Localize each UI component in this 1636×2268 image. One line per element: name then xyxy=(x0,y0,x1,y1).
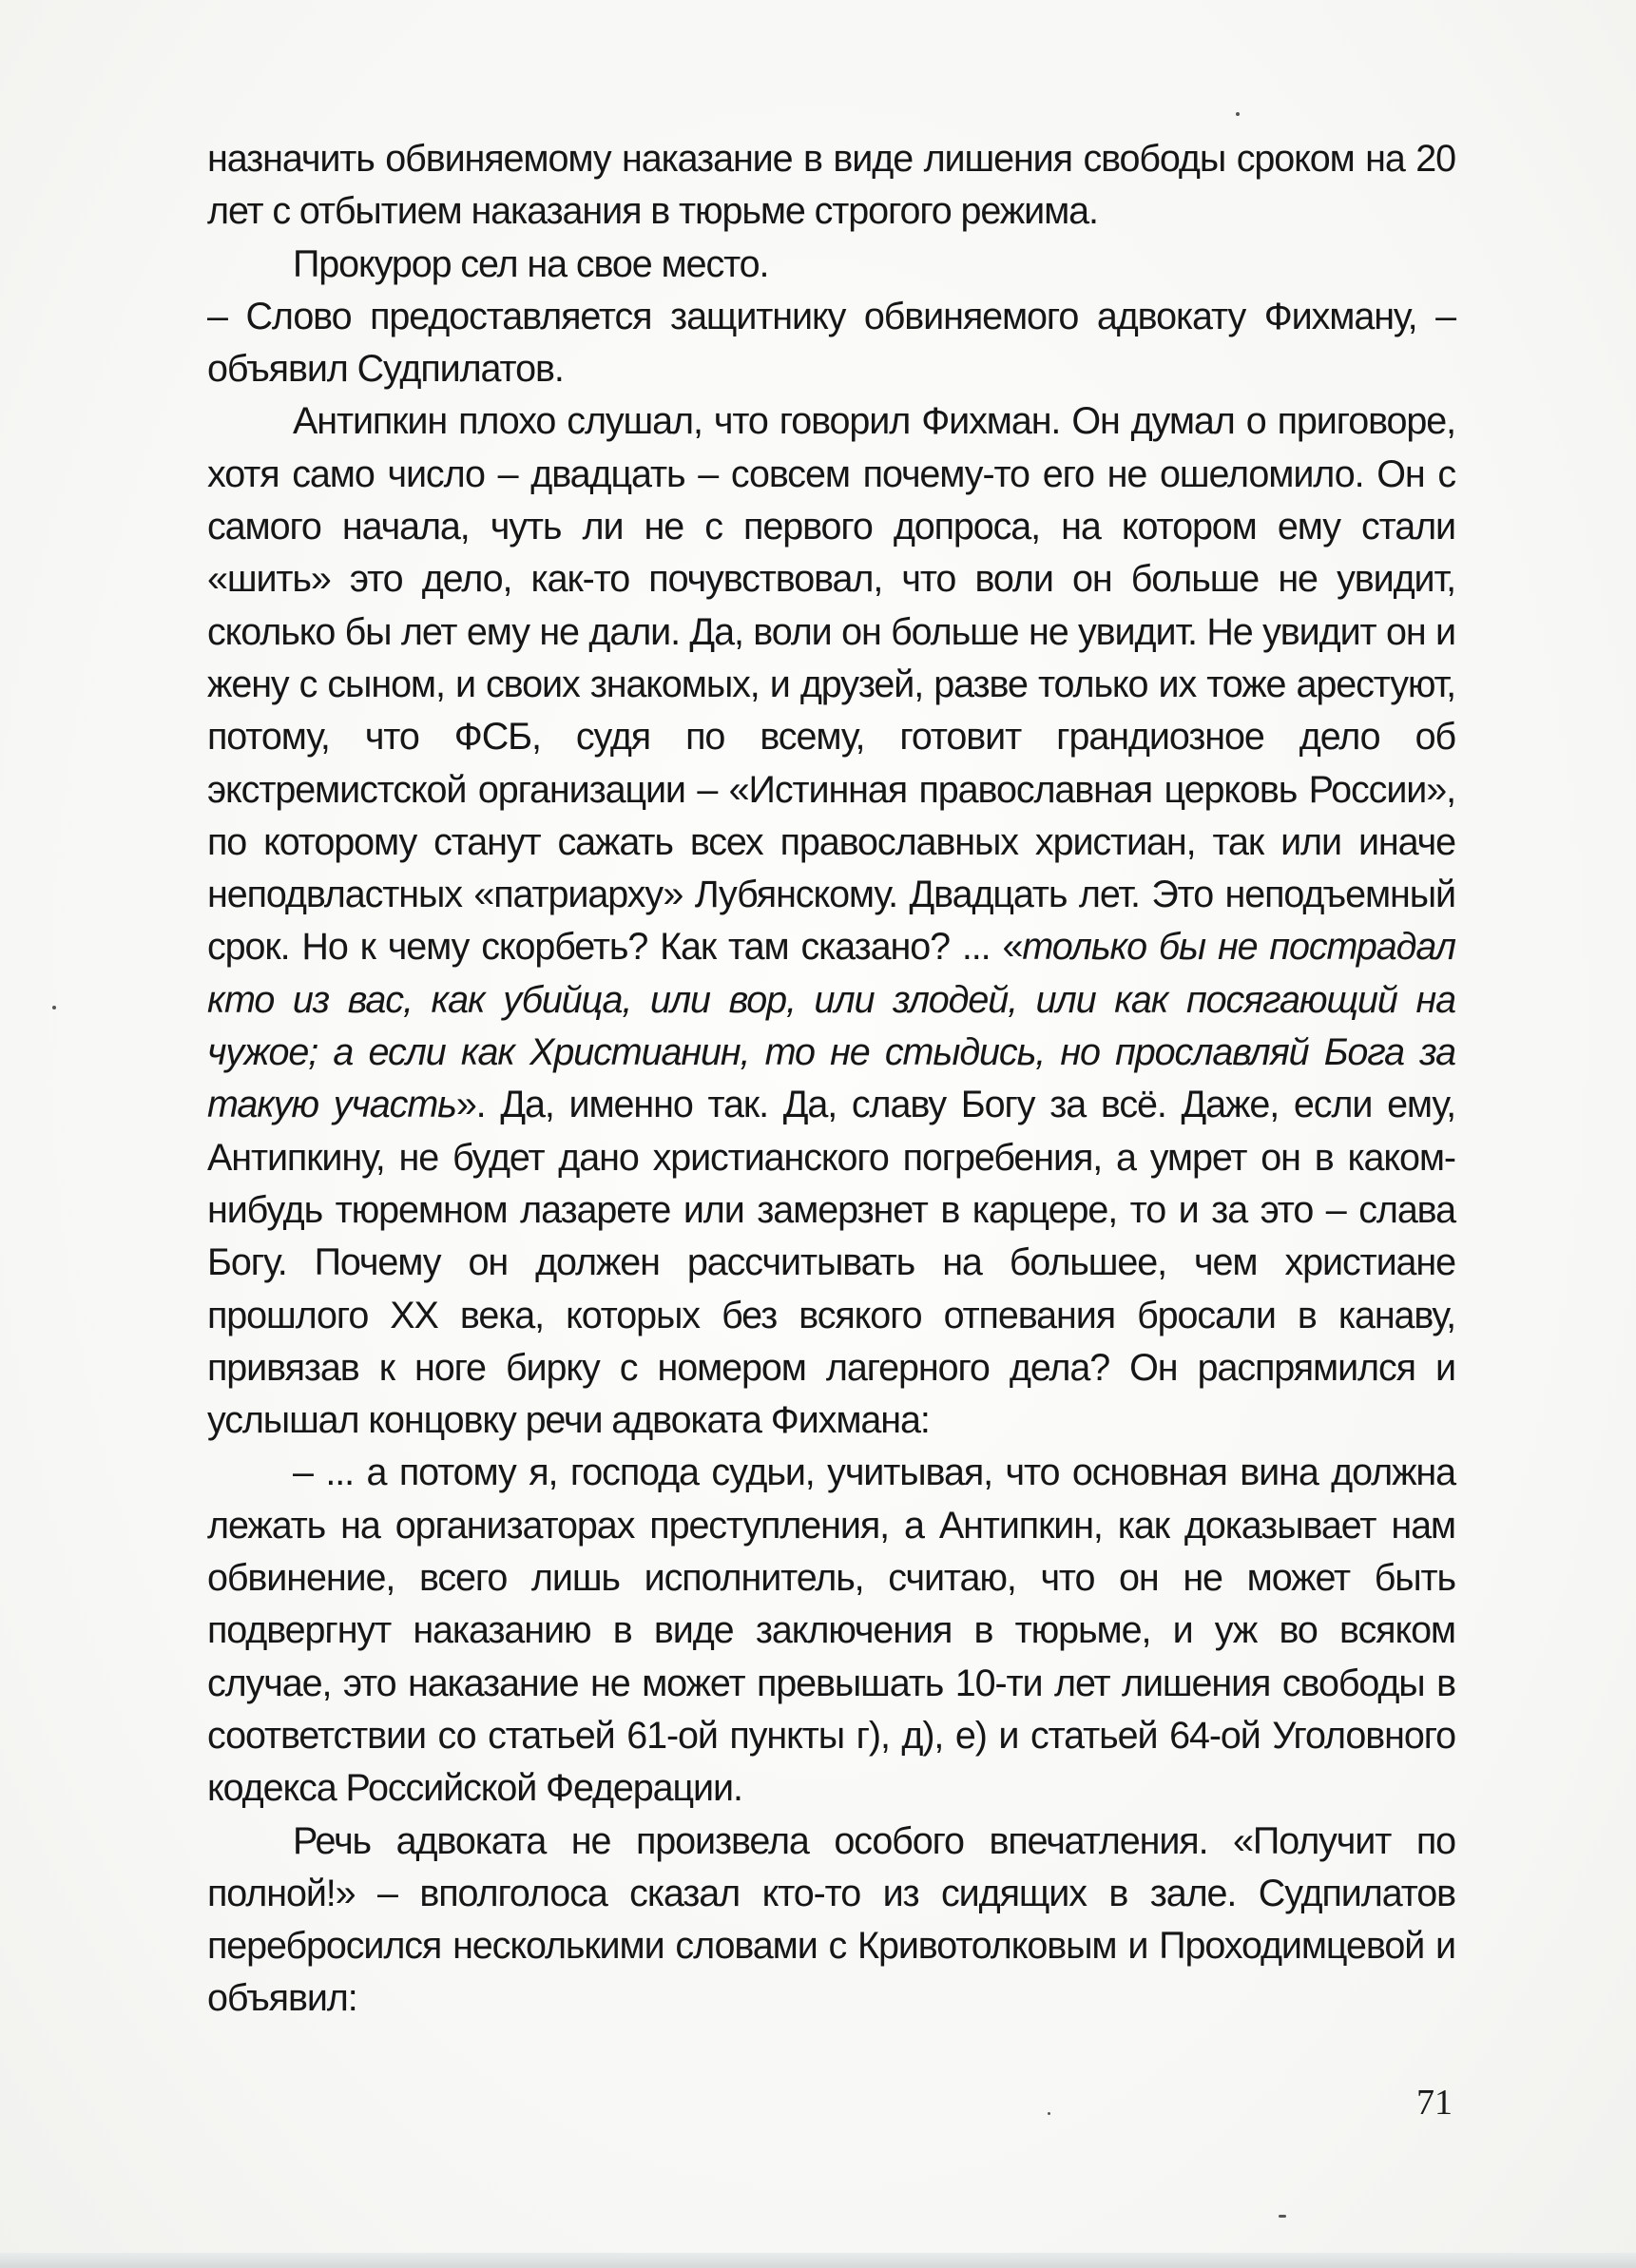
paragraph-5: – ... а потому я, господа судьи, учитывая, что основная вина должна лежать на организаторах преступления, а Антипкин, как доказывает нам обвинение, всего лишь исполнитель, считаю, что он не может быть подвергнут наказанию в виде заключения в тюрьме, и уж во всяком случае, это наказание не может превышать 10-ти лет лишения свободы в соответствии со статьей 61-ой пункты г), д), е) и статьей 64-ой Уголовного кодекса Российской Федерации. xyxy=(207,1451,1455,1810)
scan-speck xyxy=(1048,2112,1050,2115)
paragraph-2: Прокурор сел на свое место. xyxy=(293,242,769,285)
paragraph-1: назначить обвиняемому наказание в виде лишения свободы сроком на 20 лет с отбытием наказания в тюрьме строгого режима. xyxy=(207,138,1455,233)
body-text xyxy=(207,133,1455,2026)
paragraph-4-text-before-quote: Антипкин плохо слушал, что говорил Фихман. Он думал о приговоре, хотя само число – двадцать – совсем почему-то его не ошеломило. Он с самого начала, чуть ли не с первого допроса, на котором ему стали «шить» это дело, как-то почувствовал, что воли он больше не увидит, сколько бы лет ему не дали. Да, воли он больше не увидит. Не увидит он и жену с сыном, и своих знакомых, и друзей, разве только их тоже арестуют, потому, что ФСБ, судя по всему, готовит грандиозное дело об экстремистской организации – «Истинная православная церковь России», по которому станут сажать всех православных христиан, так или иначе неподвластных «патриарху» Лубянскому. Двадцать лет. Это неподъемный срок. Но к чему скорбеть? Как там сказано? ... « xyxy=(207,400,1455,969)
paragraph-4 xyxy=(207,395,1455,1447)
paragraph-3: – Слово предоставляется защитнику обвиняемого адвокату Фихману, – объявил Судпилатов. xyxy=(207,295,1455,391)
scan-speck xyxy=(52,1006,56,1009)
scan-bottom-edge xyxy=(0,2253,1636,2268)
scan-speck xyxy=(1236,112,1240,116)
paragraph-4-text-after-quote: ». Да, именно так. Да, славу Богу за всё. Даже, если ему, Антипкину, не будет дано христианского погребения, а умрет он в каком-нибудь тюремном лазарете или замерзнет в карцере, то и за это – слава Богу. Почему он должен рассчитывать на большее, чем христиане прошлого XX века, которых без всякого отпевания бросали в канаву, привязав к ноге бирку с номером лагерного дела? Он распрямился и услышал концовку речи адвоката Фихмана: xyxy=(207,1084,1456,1442)
paragraph-4-scripture-quote: только бы не пострадал кто из вас, как убийца, или вор, или злодей, или как посягающий на чужое; а если как Христианин, то не стыдись, но прославляй Бога за такую участь xyxy=(207,926,1455,1126)
page-number: 71 xyxy=(1416,2083,1453,2123)
scan-speck xyxy=(1279,2215,1286,2218)
paragraph-6: Речь адвоката не произвела особого впечатления. «Получит по полной!» – вполголоса сказал кто-то из сидящих в зале. Судпилатов перебросился несколькими словами с Кривотолковым и Проходимцевой и объявил: xyxy=(207,1819,1455,2020)
